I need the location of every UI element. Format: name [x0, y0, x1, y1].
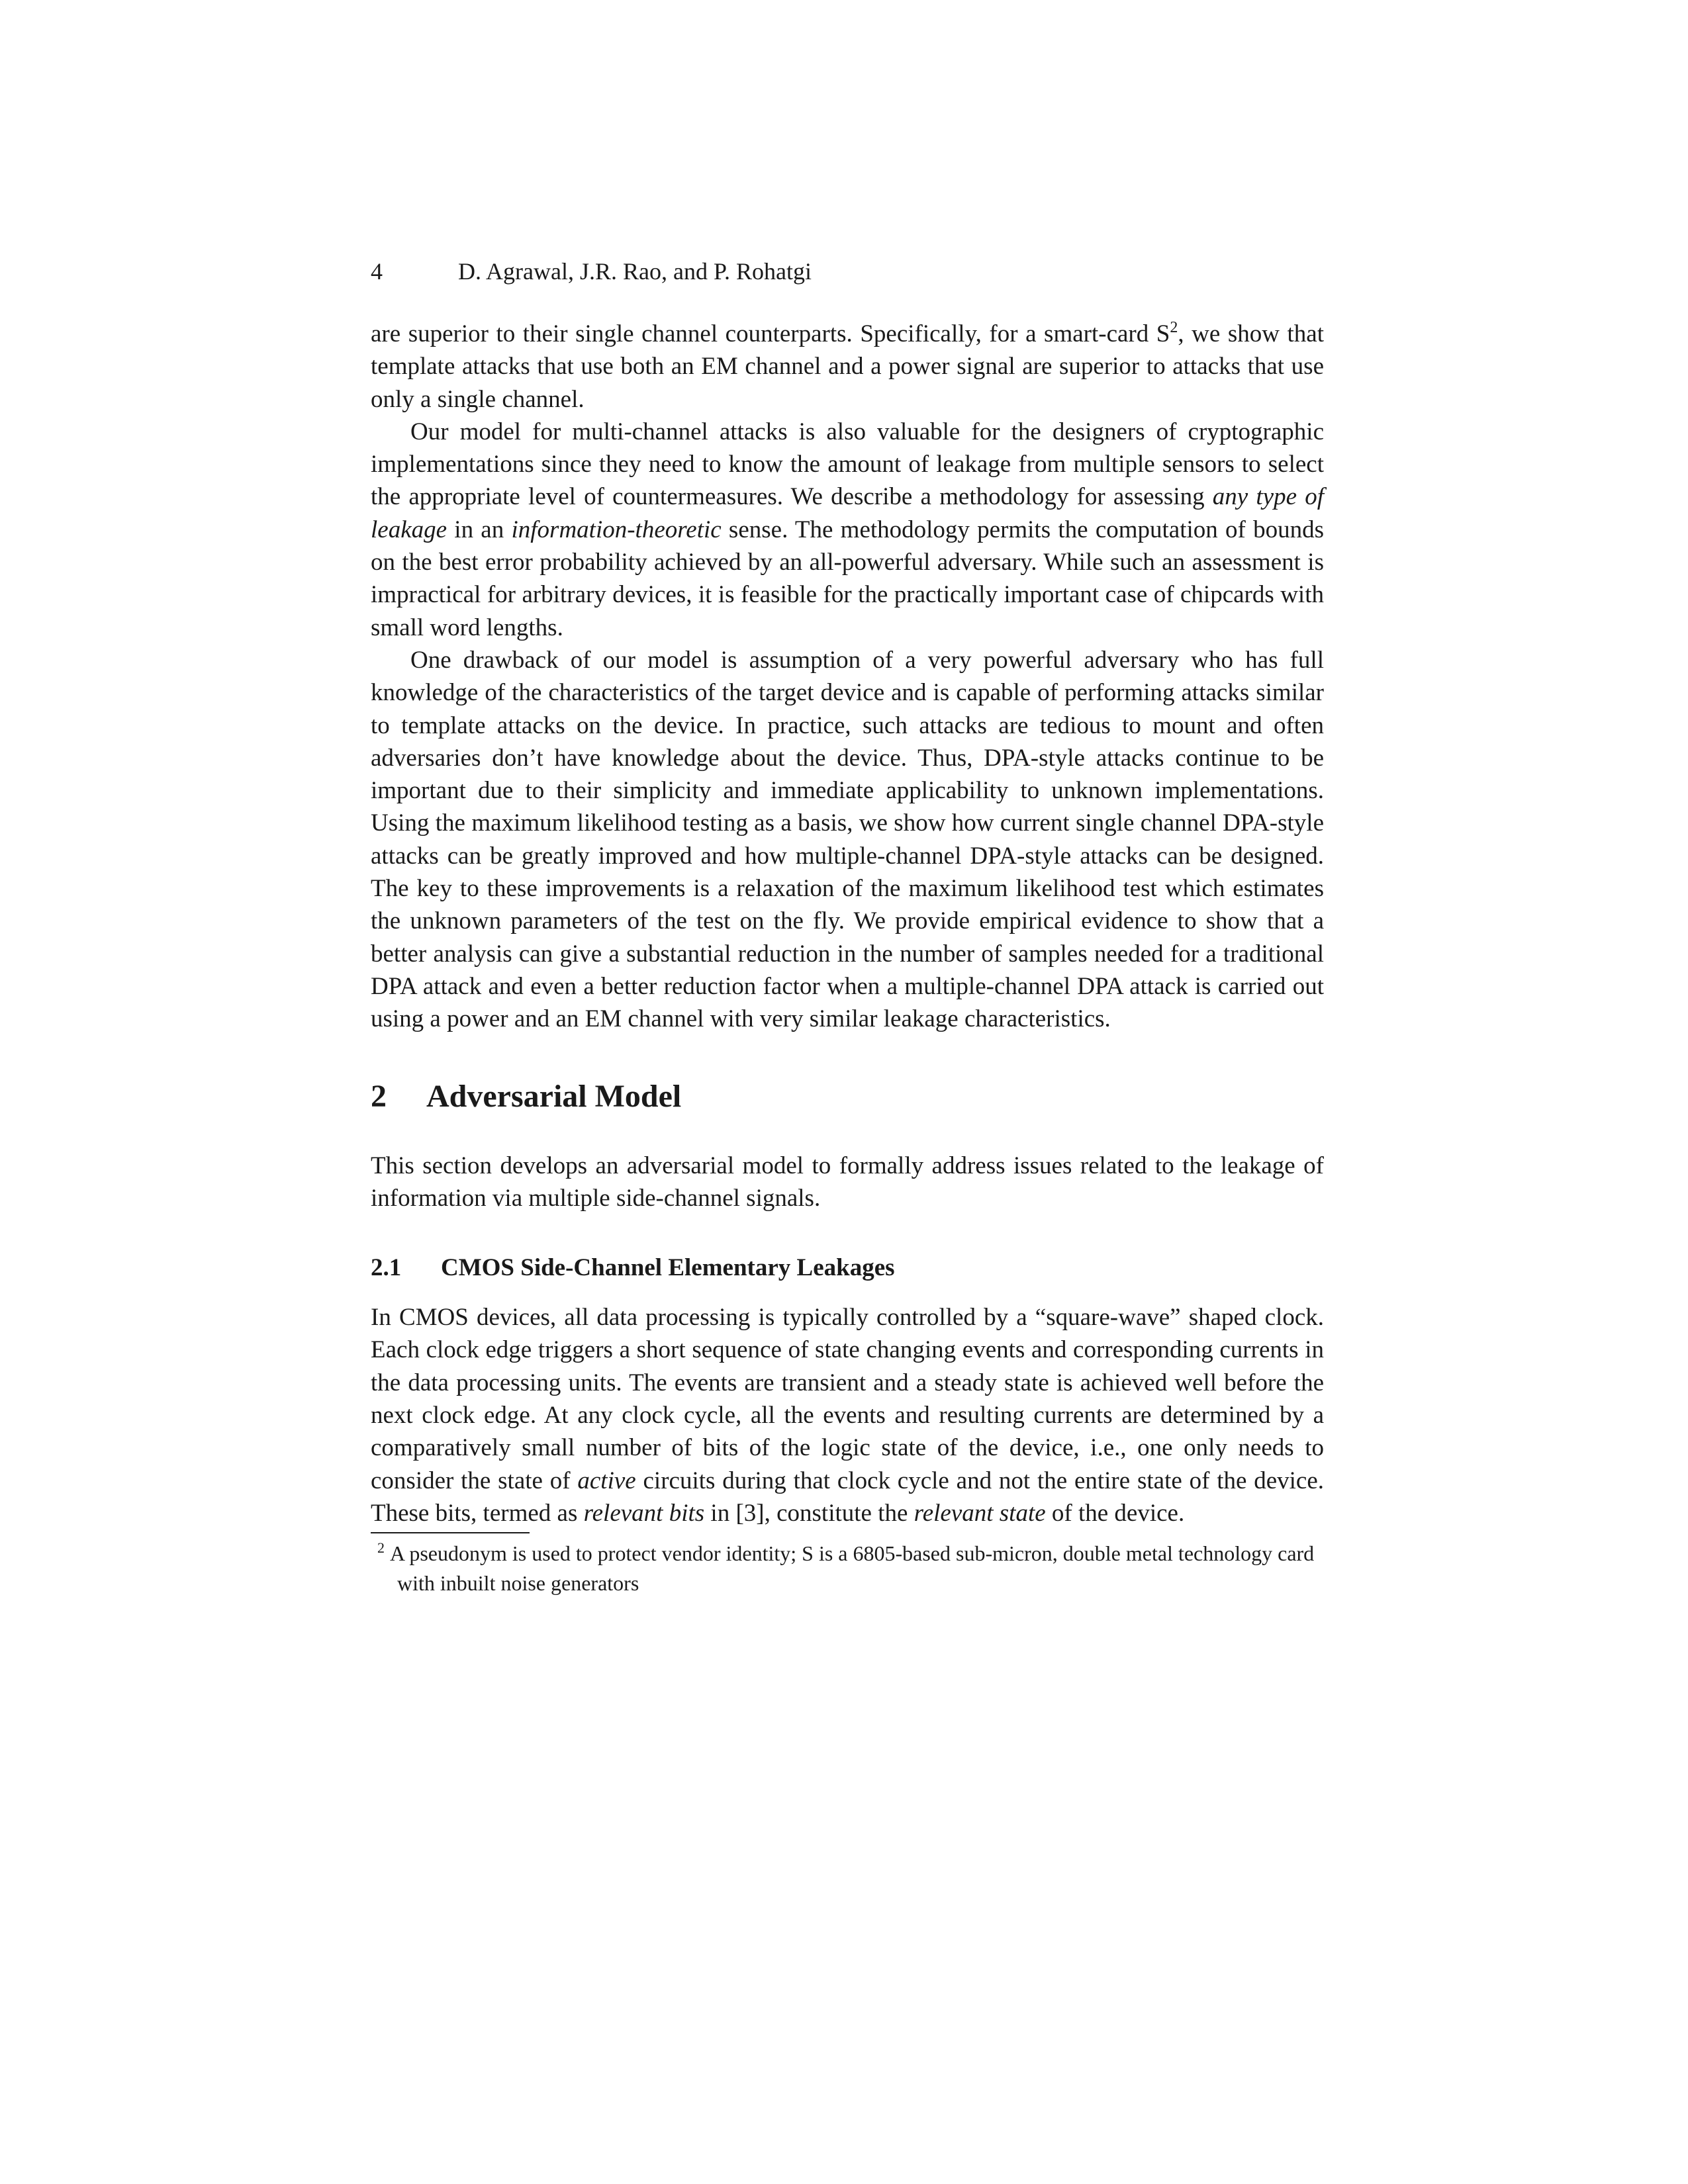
- body-text: [371, 318, 1324, 1598]
- footnote-ref-2: 2: [1170, 319, 1178, 336]
- intro-p2-emphasis-2: information-theoretic: [511, 516, 722, 543]
- footnote-text: A pseudonym is used to protect vendor identity; S is a 6805-based sub-micron, double metal technology card with inbuilt noise generators: [390, 1541, 1315, 1596]
- intro-p2-text-a: Our model for multi-channel attacks is also valuable for the designers of cryptographic implementations since they need to know the amount of leakage from multiple sensors to select the appropriate level of countermeasures. We describe a methodology for assessing: [371, 418, 1324, 511]
- intro-p1-text-a: are superior to their single channel counterparts. Specifically, for a smart-card S: [371, 320, 1170, 347]
- footnote-rule: [371, 1532, 530, 1533]
- sub21-emphasis-1: active: [577, 1467, 636, 1494]
- subsection21-paragraph-1: [371, 1301, 1324, 1529]
- sub21-text-a: In CMOS devices, all data processing is typically controlled by a “square-wave” shaped clock. Each clock edge triggers a short sequence of state changing events and corresponding currents in the data processing units. The events are transient and a steady state is achieved well before the next clock edge. At any clock cycle, all the events and resulting currents are determined by a comparatively small number of bits of the logic state of the device, i.e., one only needs to consider the state of: [371, 1304, 1324, 1494]
- intro-p1-text-b: , we show that template attacks that use both an EM channel and a power signal are superior to attacks that use only a single channel.: [371, 320, 1324, 413]
- intro-p2-text-b: in an: [447, 516, 512, 543]
- page-number: 4: [371, 258, 383, 285]
- intro-p2-text-c: sense. The methodology permits the computation of bounds on the best error probability achieved by an all-powerful adversary. While such an assessment is impractical for arbitrary devices, it is feasible for the practically important case of chipcards with small word lengths.: [371, 516, 1324, 641]
- footnote-marker: 2: [377, 1539, 385, 1557]
- section2-paragraph-1: This section develops an adversarial model to formally address issues related to the leakage of information via multiple side-channel signals.: [371, 1152, 1324, 1212]
- intro-paragraph-1: [371, 318, 1324, 416]
- sub21-text-c: in [3], constitute the: [704, 1499, 914, 1527]
- section-title: Adversarial Model: [426, 1078, 682, 1114]
- sub21-text-b: circuits during that clock cycle and not the entire state of the device. These bits, termed as: [371, 1467, 1324, 1527]
- footnote-2: [371, 1539, 1324, 1598]
- sub21-emphasis-3: relevant state: [914, 1499, 1046, 1527]
- section-number: 2: [371, 1078, 387, 1114]
- subsection-heading-cmos-leakages: [371, 1251, 1324, 1284]
- sub21-emphasis-2: relevant bits: [583, 1499, 705, 1527]
- section-heading-adversarial-model: [371, 1077, 1324, 1116]
- running-head-authors: D. Agrawal, J.R. Rao, and P. Rohatgi: [458, 258, 812, 285]
- running-head: [371, 251, 1324, 291]
- subsection-number: 2.1: [371, 1254, 402, 1282]
- subsection-title: CMOS Side-Channel Elementary Leakages: [441, 1254, 895, 1282]
- intro-paragraph-2: [371, 416, 1324, 644]
- sub21-text-d: of the device.: [1045, 1499, 1185, 1527]
- intro-paragraph-3: One drawback of our model is assumption of a very powerful adversary who has full knowledge of the characteristics of the target device and is capable of performing attacks similar to template attacks on the device. In practice, such attacks are tedious to mount and often adversaries don’t have knowledge about the device. Thus, DPA-style attacks continue to be important due to their simplicity and immediate applicability to unknown implementations. Using the maximum likelihood testing as a basis, we show how current single channel DPA-style attacks can be greatly improved and how multiple-channel DPA-style attacks can be designed. The key to these improvements is a relaxation of the maximum likelihood test which estimates the unknown parameters of the test on the fly. We provide empirical evidence to show that a better analysis can give a substantial reduction in the number of samples needed for a traditional DPA attack and even a better reduction factor when a multiple-channel DPA attack is carried out using a power and an EM channel with very similar leakage characteristics.: [371, 646, 1324, 1033]
- intro-p2-emphasis-1: any type of leakage: [371, 483, 1324, 543]
